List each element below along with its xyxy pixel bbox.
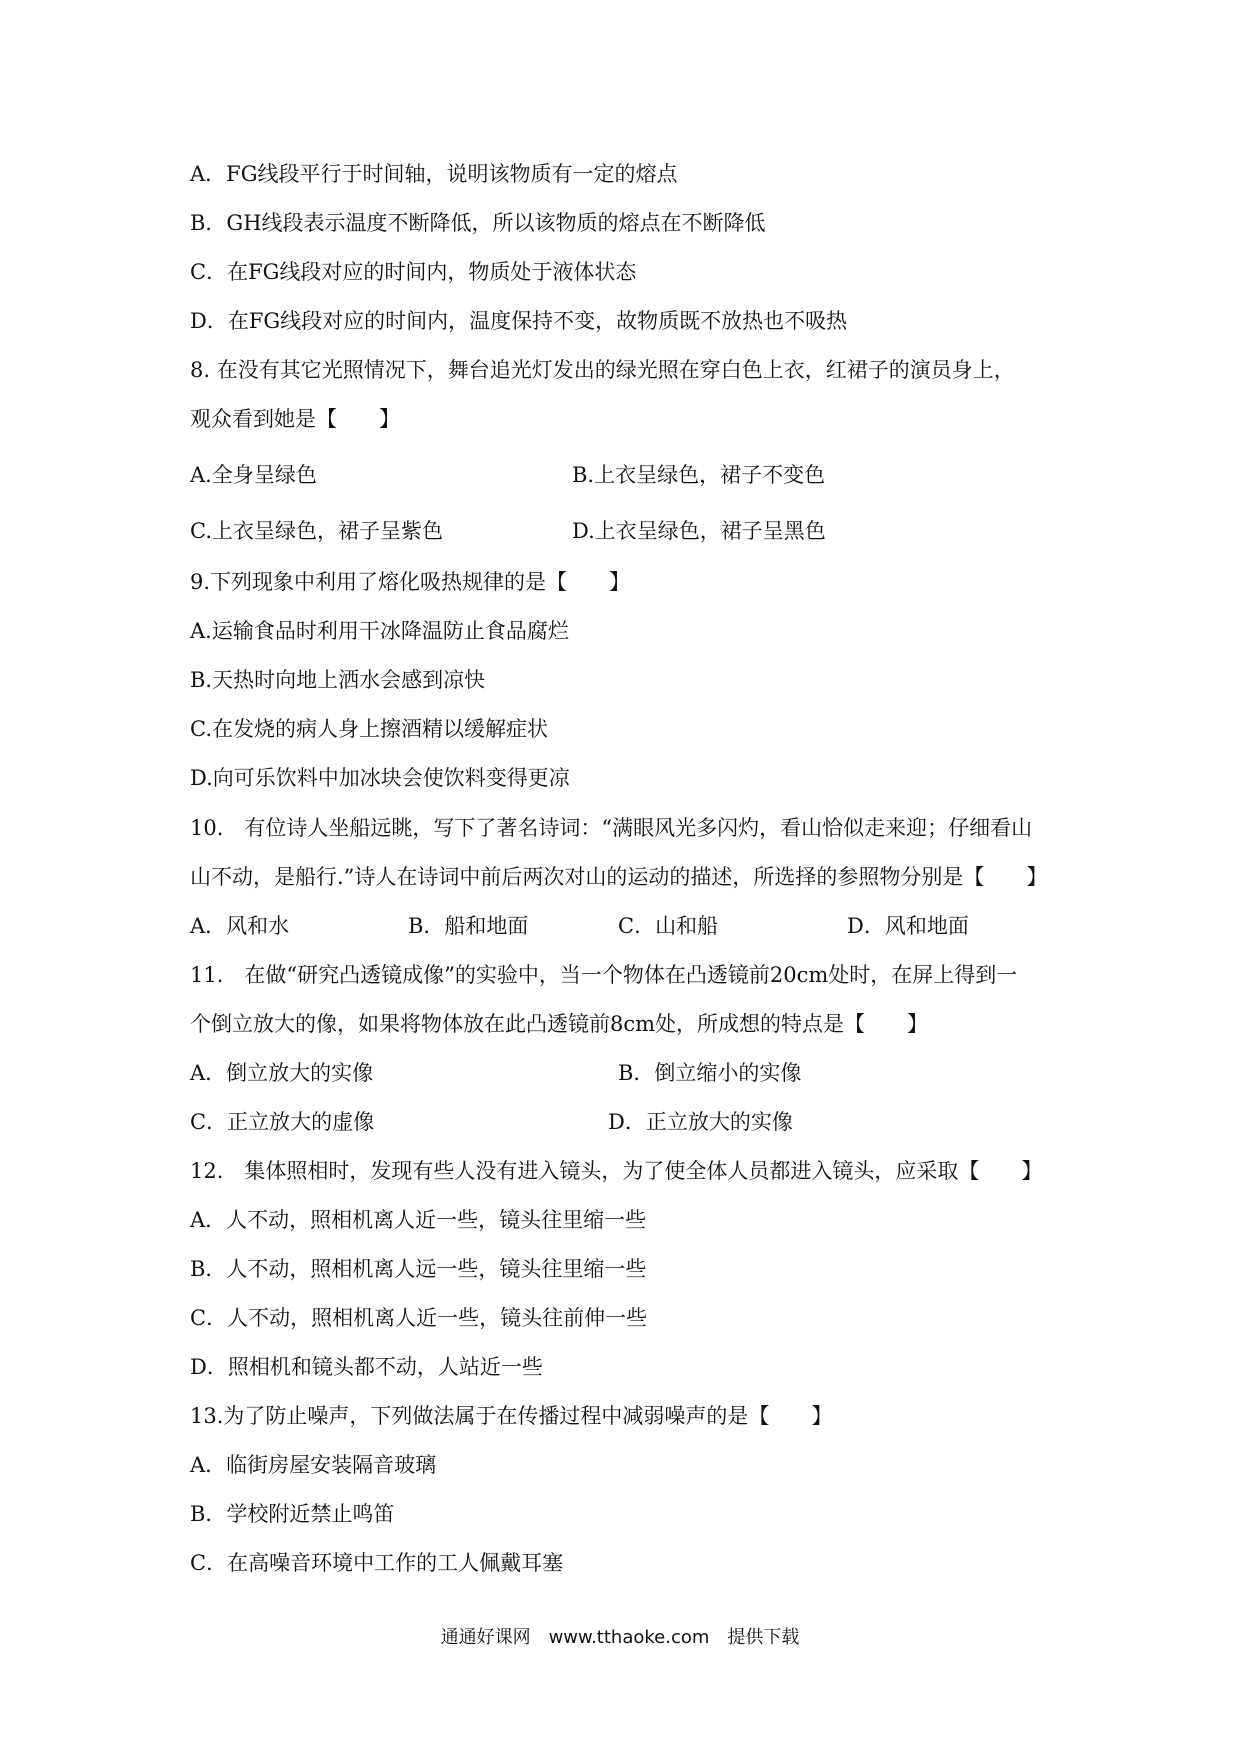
q9-stem: 9.下列现象中利用了熔化吸热规律的是【 】 <box>190 570 631 594</box>
q13-option-b: B．学校附近禁止鸣笛 <box>190 1502 395 1526</box>
q13-stem: 13.为了防止噪声，下列做法属于在传播过程中减弱噪声的是【 】 <box>190 1404 833 1428</box>
q9-option-b: B.天热时向地上洒水会感到凉快 <box>190 668 486 692</box>
q7-option-c: C．在FG线段对应的时间内，物质处于液体状态 <box>190 260 637 284</box>
q10-option-a: A．风和水 <box>190 914 290 938</box>
q9-option-a: A.运输食品时利用干冰降温防止食品腐烂 <box>190 619 569 643</box>
q9-option-c: C.在发烧的病人身上擦酒精以缓解症状 <box>190 717 548 741</box>
q10-stem-line2: 山不动，是船行.”诗人在诗词中前后两次对山的运动的描述，所选择的参照物分别是【 】 <box>190 865 1048 889</box>
q8-options-row1 <box>190 460 1070 490</box>
q10-stem-line1: 10. 有位诗人坐船远眺，写下了著名诗词：“满眼风光多闪灼，看山恰似走来迎；仔细看山 <box>190 816 1033 840</box>
q11-option-b: B．倒立缩小的实像 <box>618 1061 802 1085</box>
q11-stem-line2: 个倒立放大的像，如果将物体放在此凸透镜前8cm处，所成想的特点是【 】 <box>190 1012 929 1036</box>
q7-option-a: A．FG线段平行于时间轴，说明该物质有一定的熔点 <box>190 162 678 186</box>
q8-option-a: A.全身呈绿色 <box>190 463 317 487</box>
q9-option-d: D.向可乐饮料中加冰块会使饮料变得更凉 <box>190 766 570 790</box>
q11-option-c: C．正立放大的虚像 <box>190 1110 375 1134</box>
q8-options-row2 <box>190 516 1070 546</box>
q11-stem-line1: 11. 在做“研究凸透镜成像”的实验中，当一个物体在凸透镜前20cm处时，在屏上得到一 <box>190 963 1018 987</box>
q12-stem: 12. 集体照相时，发现有些人没有进入镜头，为了使全体人员都进入镜头，应采取【 】 <box>190 1159 1043 1183</box>
q8-option-d: D.上衣呈绿色，裙子呈黑色 <box>572 519 826 543</box>
q7-option-b: B．GH线段表示温度不断降低，所以该物质的熔点在不断降低 <box>190 211 766 235</box>
page-footer: 通通好课网 www.tthaoke.com 提供下载 <box>440 1627 800 1648</box>
q13-option-a: A．临街房屋安装隔音玻璃 <box>190 1453 437 1477</box>
q11-options-row2 <box>190 1107 1070 1137</box>
q11-option-d: D．正立放大的实像 <box>608 1110 793 1134</box>
q10-option-c: C．山和船 <box>618 914 719 938</box>
q10-options-row <box>190 911 1070 941</box>
q13-option-c: C．在高噪音环境中工作的工人佩戴耳塞 <box>190 1551 564 1575</box>
q10-option-d: D．风和地面 <box>847 914 969 938</box>
q12-option-d: D．照相机和镜头都不动，人站近一些 <box>190 1355 543 1379</box>
q12-option-c: C．人不动，照相机离人近一些，镜头往前伸一些 <box>190 1306 648 1330</box>
q11-option-a: A．倒立放大的实像 <box>190 1061 374 1085</box>
q11-options-row1 <box>190 1058 1070 1088</box>
q8-option-c: C.上衣呈绿色，裙子呈紫色 <box>190 519 443 543</box>
q8-stem-line1: 8. 在没有其它光照情况下，舞台追光灯发出的绿光照在穿白色上衣，红裙子的演员身上， <box>190 358 1015 382</box>
q10-option-b: B．船和地面 <box>408 914 529 938</box>
q8-option-b: B.上衣呈绿色，裙子不变色 <box>572 463 826 487</box>
q7-option-d: D．在FG线段对应的时间内，温度保持不变，故物质既不放热也不吸热 <box>190 309 848 333</box>
q8-stem-line2: 观众看到她是【 】 <box>190 407 400 431</box>
q12-option-b: B．人不动，照相机离人远一些，镜头往里缩一些 <box>190 1257 647 1281</box>
q12-option-a: A．人不动，照相机离人近一些，镜头往里缩一些 <box>190 1208 647 1232</box>
